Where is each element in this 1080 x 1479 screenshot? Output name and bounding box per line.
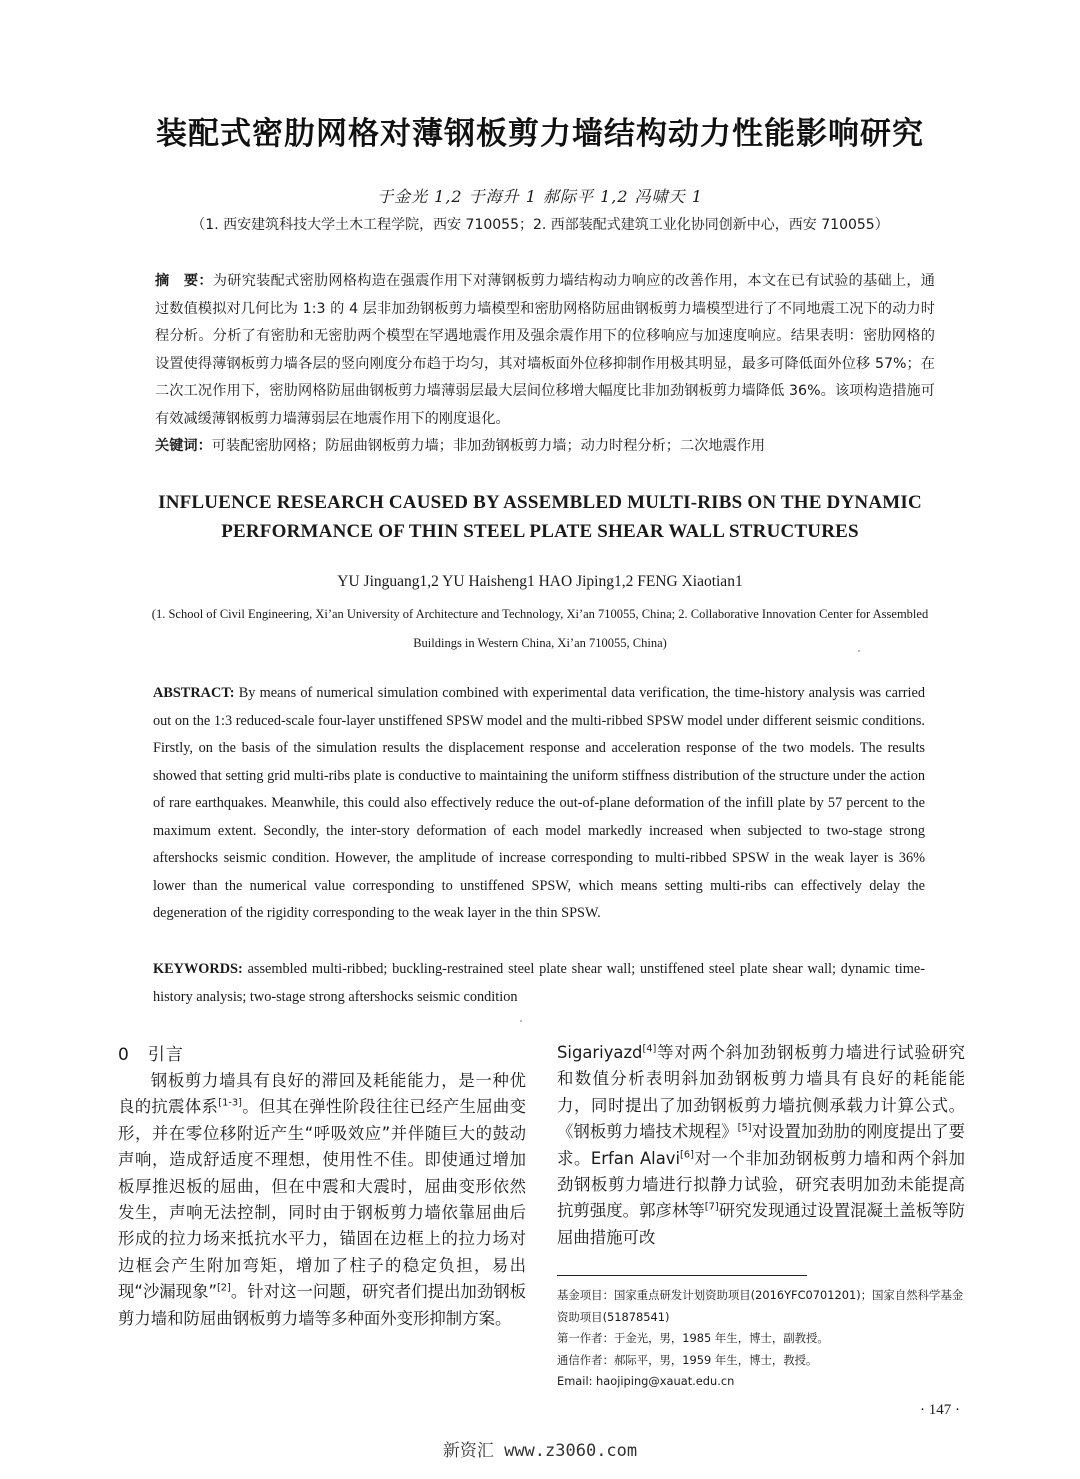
chinese-keywords-text: 可装配密肋网格；防屈曲钢板剪力墙；非加劲钢板剪力墙；动力时程分析；二次地震作用 xyxy=(211,438,766,454)
english-keywords xyxy=(153,956,925,1011)
english-affiliation: (1. School of Civil Engineering, Xi’an University of Architecture and Technology, Xi’an 710055, China; 2. Collaborative Innovation Center for Assembled Buildings in Western China, Xi’an 710055, China) xyxy=(151,607,929,650)
citation: [5] xyxy=(737,1122,752,1134)
english-abstract xyxy=(153,680,925,928)
english-title: INFLUENCE RESEARCH CAUSED BY ASSEMBLED MULTI-RIBS ON THE DYNAMIC PERFORMANCE OF THIN STEEL PLATE SHEAR WALL STRUCTURES xyxy=(158,492,922,542)
scan-speck xyxy=(520,1020,522,1022)
chinese-title: 装配式密肋网格对薄钢板剪力墙结构动力性能影响研究 xyxy=(156,116,924,152)
body-text: Sigariyazd xyxy=(557,1043,643,1062)
chinese-abstract-label: 摘 要： xyxy=(155,273,213,289)
citation: [4] xyxy=(642,1043,657,1055)
footnote-corresponding-author: 通信作者：郝际平，男，1959 年生，博士，教授。 xyxy=(557,1352,818,1367)
footnote-first-author: 第一作者：于金光，男，1985 年生，博士，副教授。 xyxy=(557,1331,829,1345)
body-text: 研究发现通过设置混凝土盖板等防屈曲措施可改 xyxy=(557,1201,966,1247)
body-text: 。但其在弹性阶段往往已经产生屈曲变形，并在零位移附近产生“呼吸效应”并伴随巨大的鼓动声响，造成舒适度不理想，使用性不佳。即使通过增加板厚推迟板的屈曲，但在中震和大震时，屈曲变形依然发生，声响无法控制，同时由于钢板剪力墙依靠屈曲后形成的拉力场来抵抗水平力，锚固在边框上的拉力场对边框会产生附加弯矩，增加了柱子的稳定负担，易出现“沙漏现象” xyxy=(118,1097,527,1302)
chinese-keywords-label: 关键词： xyxy=(155,438,212,454)
english-abstract-text: By means of numerical simulation combined with experimental data verification, the time-history analysis was carried out on the 1:3 reduced-scale four-layer unstiffened SPSW model and the multi-ribbed SPSW model under different seismic conditions. Firstly, on the basis of the simulation results the displacement response and acceleration response of the two models. The results showed that setting grid multi-ribs plate is conductive to maintaining the uniform stiffness distribution of the structure under the action of rare earthquakes. Meanwhile, this could also effectively reduce the out-of-plane deformation of the infill plate by 57 percent to the maximum extent. Secondly, the inter-story deformation of each model markedly increased when subjected to two-stage strong aftershocks seismic condition. However, the amplitude of increase corresponding to multi-ribbed SPSW in the weak layer is 36% lower than the numerical value corresponding to unstiffened SPSW, which means setting multi-ribs can effectively delay the degeneration of the rigidity corresponding to the weak layer in the thin SPSW. xyxy=(153,685,925,921)
chinese-affiliation: （1. 西安建筑科技大学土木工程学院，西安 710055；2. 西部装配式建筑工业化协同创新中心，西安 710055） xyxy=(191,217,889,233)
body-text: 等对两个斜加劲钢板剪力墙进行试验研究和数值分析表明斜加劲钢板剪力墙具有良好的耗能能力，同时提出了加劲钢板剪力墙抗侧承载力计算公式。《钢板剪力墙技术规程》 xyxy=(557,1043,965,1142)
chinese-keywords xyxy=(155,433,935,461)
english-authors: YU Jinguang1,2 YU Haisheng1 HAO Jiping1,2 FENG Xiaotian1 xyxy=(337,573,743,590)
body-text: 对一个非加劲钢板剪力墙和两个斜加劲钢板剪力墙进行拟静力试验，研究表明加劲未能提高抗剪强度。郭彦林等 xyxy=(557,1148,966,1221)
citation: [7] xyxy=(704,1201,719,1213)
body-text: 。针对这一问题，研究者们提出加劲钢板剪力墙和防屈曲钢板剪力墙等多种面外变形抑制方案。 xyxy=(118,1282,527,1328)
body-text: 对设置加劲肋的刚度提出了要求。Erfan Alavi xyxy=(557,1122,966,1168)
body-right-column xyxy=(557,1040,965,1251)
citation: [6] xyxy=(680,1149,694,1161)
chinese-abstract-text: 为研究装配式密肋网格构造在强震作用下对薄钢板剪力墙结构动力响应的改善作用，本文在已有试验的基础上，通过数值模拟对几何比为 1:3 的 4 层非加劲钢板剪力墙模型和密肋网格防屈曲钢板剪力墙模型进行了不同地震工况下的动力时程分析。分析了有密肋和无密肋两个模型在罕遇地震作用及强余震作用下的位移响应与加速度响应。结果表明：密肋网格的设置使得薄钢板剪力墙各层的竖向刚度分布趋于均匀，其对墙板面外位移抑制作用极其明显，最多可降低面外位移 57%；在二次工况作用下，密肋网格防屈曲钢板剪力墙薄弱层最大层间位移增大幅度比非加劲钢板剪力墙降低 36%。该项构造措施可有效减缓薄钢板剪力墙薄弱层在地震作用下的刚度退化。 xyxy=(155,273,935,427)
footnote-rule xyxy=(557,1275,807,1276)
footnote-fund: 基金项目：国家重点研发计划资助项目(2016YFC0701201)；国家自然科学基金资助项目(51878541) xyxy=(557,1288,964,1324)
page-number: · 147 · xyxy=(920,1402,960,1418)
watermark: 新资汇 www.z3060.com xyxy=(442,1441,638,1461)
body-paragraph xyxy=(118,1068,526,1332)
scan-speck xyxy=(858,650,860,652)
body-text: 钢板剪力墙具有良好的滞回及耗能能力，是一种优良的抗震体系 xyxy=(118,1071,526,1117)
citation: [1-3] xyxy=(218,1097,242,1109)
chinese-abstract xyxy=(155,268,935,433)
footnote-email: Email: haojiping@xauat.edu.cn xyxy=(557,1374,735,1388)
chinese-authors: 于金光 1,2 于海升 1 郝际平 1,2 冯啸天 1 xyxy=(377,187,703,206)
citation: [2] xyxy=(216,1282,231,1294)
body-left-column xyxy=(118,1068,526,1332)
english-keywords-text: assembled multi-ribbed; buckling-restrained steel plate shear wall; unstiffened steel plate shear wall; dynamic time-history analysis; two-stage strong aftershocks seismic condition xyxy=(153,961,925,1005)
section-heading: 0 引言 xyxy=(118,1045,184,1065)
english-abstract-label: ABSTRACT: xyxy=(153,685,235,701)
footnotes xyxy=(557,1285,967,1393)
english-keywords-label: KEYWORDS: xyxy=(153,961,243,977)
